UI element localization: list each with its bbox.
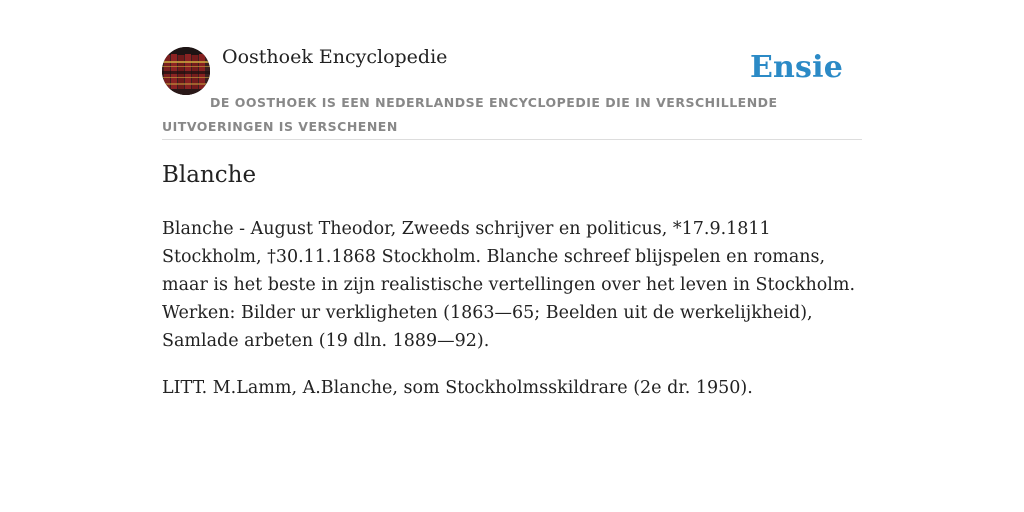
books-icon	[162, 47, 210, 95]
encyclopedia-books-logo[interactable]	[162, 47, 210, 95]
page-container	[162, 0, 862, 398]
site-tagline: DE OOSTHOEK IS EEN NEDERLANDSE ENCYCLOPEDIE DIE IN VERSCHILLENDE UITVOERINGEN IS VERSCHENEN	[162, 95, 778, 134]
site-title-link[interactable]: Oosthoek Encyclopedie	[222, 46, 448, 68]
article-paragraph: Blanche - August Theodor, Zweeds schrijver en politicus, *17.9.1811 Stockholm, †30.11.1868 Stockholm. Blanche schreef blijspelen en romans, maar is het beste in zijn realistische vertellingen over het leven in Stockholm. Werken: Bilder ur verkligheten (1863—65; Beelden uit de werkelijkheid), Samlade arbeten (19 dln. 1889—92).	[162, 219, 856, 351]
article-body	[162, 215, 862, 421]
article-title: Blanche	[162, 162, 257, 188]
ensie-brand-link[interactable]: Ensie	[749, 50, 843, 85]
site-header	[162, 0, 862, 140]
article-literature: LITT. M.Lamm, A.Blanche, som Stockholmsskildrare (2e dr. 1950).	[162, 378, 753, 398]
